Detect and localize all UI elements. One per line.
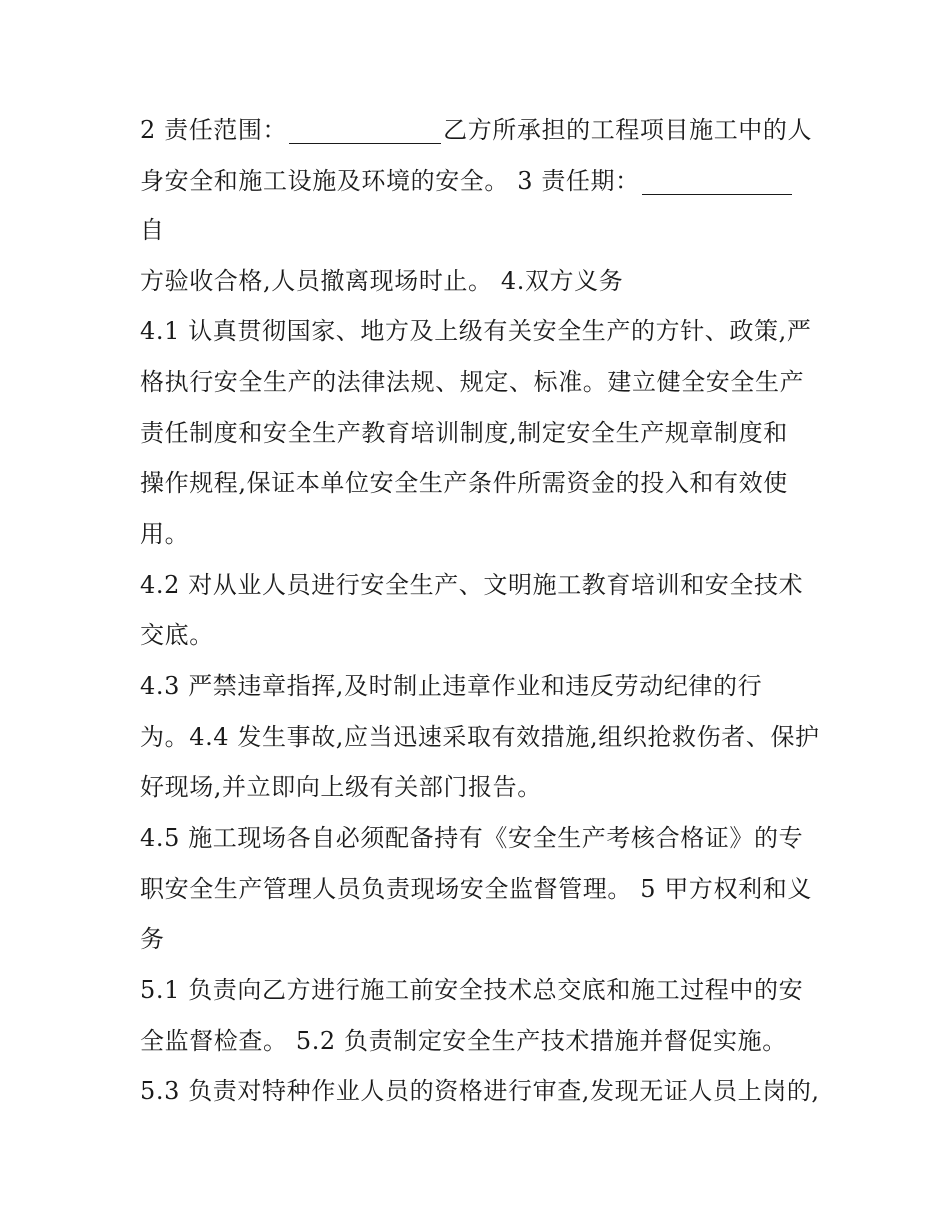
line-text: 操作规程,保证本单位安全生产条件所需资金的投入和有效使 xyxy=(140,469,788,497)
line-text: 务 xyxy=(140,925,165,953)
line-text: 5.1 负责向乙方进行施工前安全技术总交底和施工过程中的安 xyxy=(140,976,804,1004)
line-text: 身安全和施工设施及环境的安全。 3 责任期： xyxy=(140,167,640,195)
line-text: 乙方所承担的工程项目施工中的人 xyxy=(443,116,813,144)
text-line-11 xyxy=(140,615,820,655)
text-line-17 xyxy=(140,919,820,959)
line-text: 交底。 xyxy=(140,621,214,649)
text-line-20 xyxy=(140,1071,820,1111)
line-text: 4.1 认真贯彻国家、地方及上级有关安全生产的方针、政策,严 xyxy=(140,317,812,345)
line-text: 4.5 施工现场各自必须配备持有《安全生产考核合格证》的专 xyxy=(140,824,804,852)
line-text: 责任制度和安全生产教育培训制度,制定安全生产规章制度和 xyxy=(140,419,788,447)
line-text: 格执行安全生产的法律法规、规定、标准。建立健全安全生产 xyxy=(140,368,805,396)
line-text: 自 xyxy=(140,216,165,244)
text-line-9 xyxy=(140,514,820,554)
text-line-1 xyxy=(140,110,820,150)
text-line-3 xyxy=(140,210,820,250)
text-line-18 xyxy=(140,970,820,1010)
line-text: 为。4.4 发生事故,应当迅速采取有效措施,组织抢救伤者、保护 xyxy=(140,723,820,751)
text-line-7 xyxy=(140,413,820,453)
line-text: 方验收合格,人员撤离现场时止。 4.双方义务 xyxy=(140,267,624,295)
text-line-15 xyxy=(140,818,820,858)
text-line-10 xyxy=(140,565,820,605)
line-text: 好现场,并立即向上级有关部门报告。 xyxy=(140,773,542,801)
line-text: 4.3 严禁违章指挥,及时制止违章作业和违反劳动纪律的行 xyxy=(140,672,763,700)
line-text: 4.2 对从业人员进行安全生产、文明施工教育培训和安全技术 xyxy=(140,571,804,599)
blank-responsibility-scope xyxy=(289,117,441,144)
text-line-2 xyxy=(140,161,820,201)
text-line-19 xyxy=(140,1021,820,1061)
blank-responsibility-period xyxy=(642,168,792,195)
text-line-14 xyxy=(140,767,820,807)
text-line-6 xyxy=(140,362,820,402)
line-text: 5.3 负责对特种作业人员的资格进行审查,发现无证人员上岗的, xyxy=(140,1077,820,1105)
text-line-4 xyxy=(140,261,820,301)
text-line-8 xyxy=(140,463,820,503)
text-line-12 xyxy=(140,666,820,706)
line-text: 2 责任范围： xyxy=(140,116,288,144)
line-text: 职安全生产管理人员负责现场安全监督管理。 5 甲方权利和义 xyxy=(140,875,812,903)
text-line-5 xyxy=(140,311,820,351)
text-line-16 xyxy=(140,869,820,909)
text-line-13 xyxy=(140,717,820,757)
line-text: 全监督检查。 5.2 负责制定安全生产技术措施并督促实施。 xyxy=(140,1027,787,1055)
line-text: 用。 xyxy=(140,520,190,548)
